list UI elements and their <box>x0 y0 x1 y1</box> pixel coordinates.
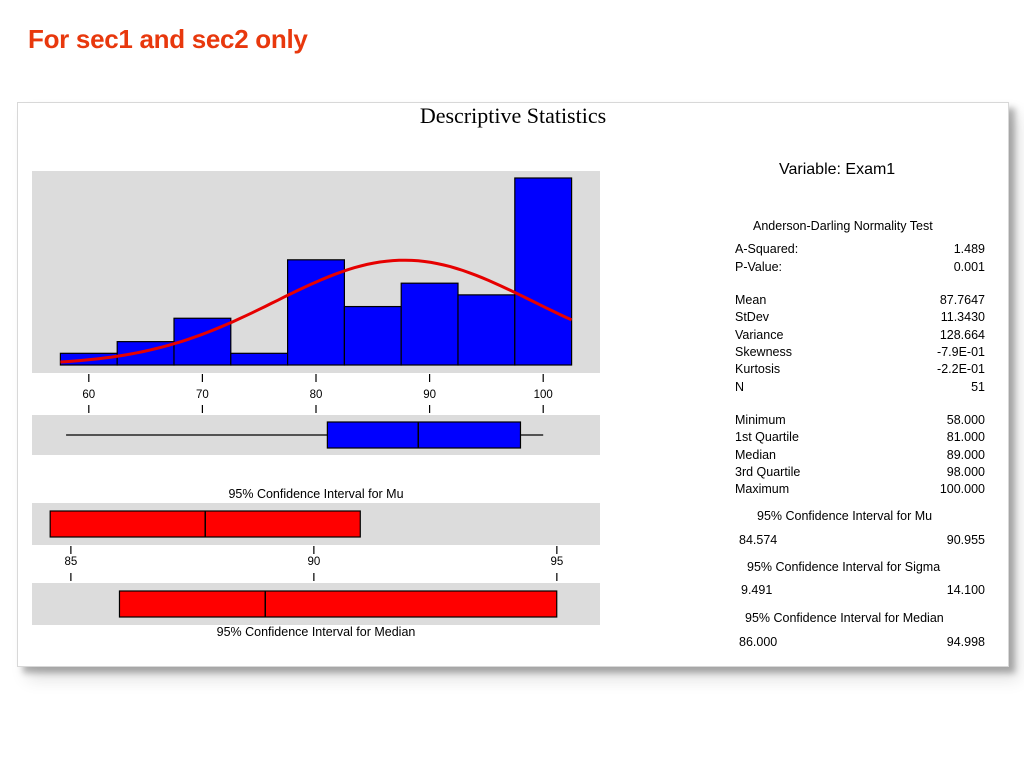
ci-mu-high: 90.955 <box>946 533 985 547</box>
ci-median-row <box>735 635 985 651</box>
histogram-bar <box>231 353 288 365</box>
ci-median-low: 86.000 <box>739 635 778 649</box>
stat-row <box>735 430 985 446</box>
stat-value: 11.3430 <box>940 310 985 325</box>
stat-row <box>735 380 985 396</box>
stat-value: 1.489 <box>953 242 985 256</box>
histogram-bar <box>401 283 458 365</box>
ci-tick-label: 85 <box>64 556 78 568</box>
stat-row <box>735 328 985 344</box>
ci-mu-row <box>735 533 985 549</box>
stat-row <box>735 260 985 276</box>
panel-title-text: Descriptive Statistics <box>419 103 607 128</box>
stat-value: 87.7647 <box>939 293 985 307</box>
histogram-tick-label: 90 <box>423 389 436 401</box>
statistics-graphs <box>18 103 618 666</box>
descriptive-statistics-panel <box>17 102 1009 667</box>
histogram-tick-label: 70 <box>196 389 209 401</box>
slide-title: For sec1 and sec2 only <box>28 24 308 54</box>
ci-axis <box>64 546 563 581</box>
stat-value: 98.000 <box>946 464 985 479</box>
ci-interval-box <box>119 591 556 617</box>
stat-label: P-Value: <box>735 259 783 274</box>
stat-row <box>735 465 985 481</box>
histogram-tick-label: 100 <box>533 389 553 401</box>
stat-row <box>735 310 985 326</box>
stat-row <box>735 345 985 361</box>
histogram-tick-label: 80 <box>309 389 323 401</box>
histogram-tick-label: 60 <box>82 389 96 401</box>
ci-sigma-low: 9.491 <box>741 583 773 597</box>
ci-mu-graph-label: 95% Confidence Interval for Mu <box>228 487 404 501</box>
stat-value: 128.664 <box>939 327 985 342</box>
stat-label: StDev <box>735 310 770 325</box>
variable-label: Variable: Exam1 <box>779 161 896 178</box>
stat-value: 81.000 <box>946 430 985 445</box>
stat-value: 89.000 <box>946 447 985 462</box>
stat-value: 51 <box>971 379 985 394</box>
stat-label: N <box>735 379 745 394</box>
stat-label: A-Squared: <box>735 242 799 256</box>
ci-median-high: 94.998 <box>946 635 985 649</box>
stat-label: Minimum <box>735 413 786 427</box>
ci-median-box <box>119 591 556 617</box>
ci-mu-title: 95% Confidence Interval for Mu <box>757 509 933 523</box>
boxplot-box <box>327 422 520 448</box>
stat-row <box>735 362 985 378</box>
stat-label: Kurtosis <box>735 362 781 377</box>
ci-sigma-high: 14.100 <box>946 583 985 597</box>
ci-tick-label: 95 <box>550 556 564 568</box>
stat-value: 58.000 <box>946 413 985 427</box>
histogram-bar <box>458 295 515 365</box>
stat-label: Maximum <box>735 482 790 497</box>
stat-row <box>735 242 985 258</box>
ci-median-title: 95% Confidence Interval for Median <box>745 611 944 625</box>
ci-sigma-title: 95% Confidence Interval for Sigma <box>747 560 941 574</box>
stat-row <box>735 413 985 429</box>
ci-mu-low: 84.574 <box>739 533 778 547</box>
stat-label: Skewness <box>735 344 792 359</box>
normality-test-title: Anderson-Darling Normality Test <box>753 219 933 233</box>
stat-label: 3rd Quartile <box>735 464 801 479</box>
stat-value: 100.000 <box>939 482 985 497</box>
stat-value: -7.9E-01 <box>937 344 985 359</box>
ci-mu-box <box>50 511 360 537</box>
stat-row <box>735 482 985 498</box>
stat-label: Mean <box>735 293 767 307</box>
histogram-bar <box>344 307 401 365</box>
stat-row <box>735 293 985 309</box>
histogram-axis <box>82 374 552 413</box>
stat-label: Variance <box>735 327 784 342</box>
stat-label: 1st Quartile <box>735 430 799 445</box>
histogram-bar <box>515 178 572 365</box>
stat-row <box>735 448 985 464</box>
ci-tick-label: 90 <box>307 556 321 568</box>
stat-value: 0.001 <box>953 259 985 274</box>
ci-median-graph-label: 95% Confidence Interval for Median <box>216 625 416 639</box>
stat-label: Median <box>735 447 776 462</box>
ci-sigma-row <box>735 583 985 599</box>
histogram-bar <box>288 260 345 365</box>
stat-value: -2.2E-01 <box>937 362 985 377</box>
